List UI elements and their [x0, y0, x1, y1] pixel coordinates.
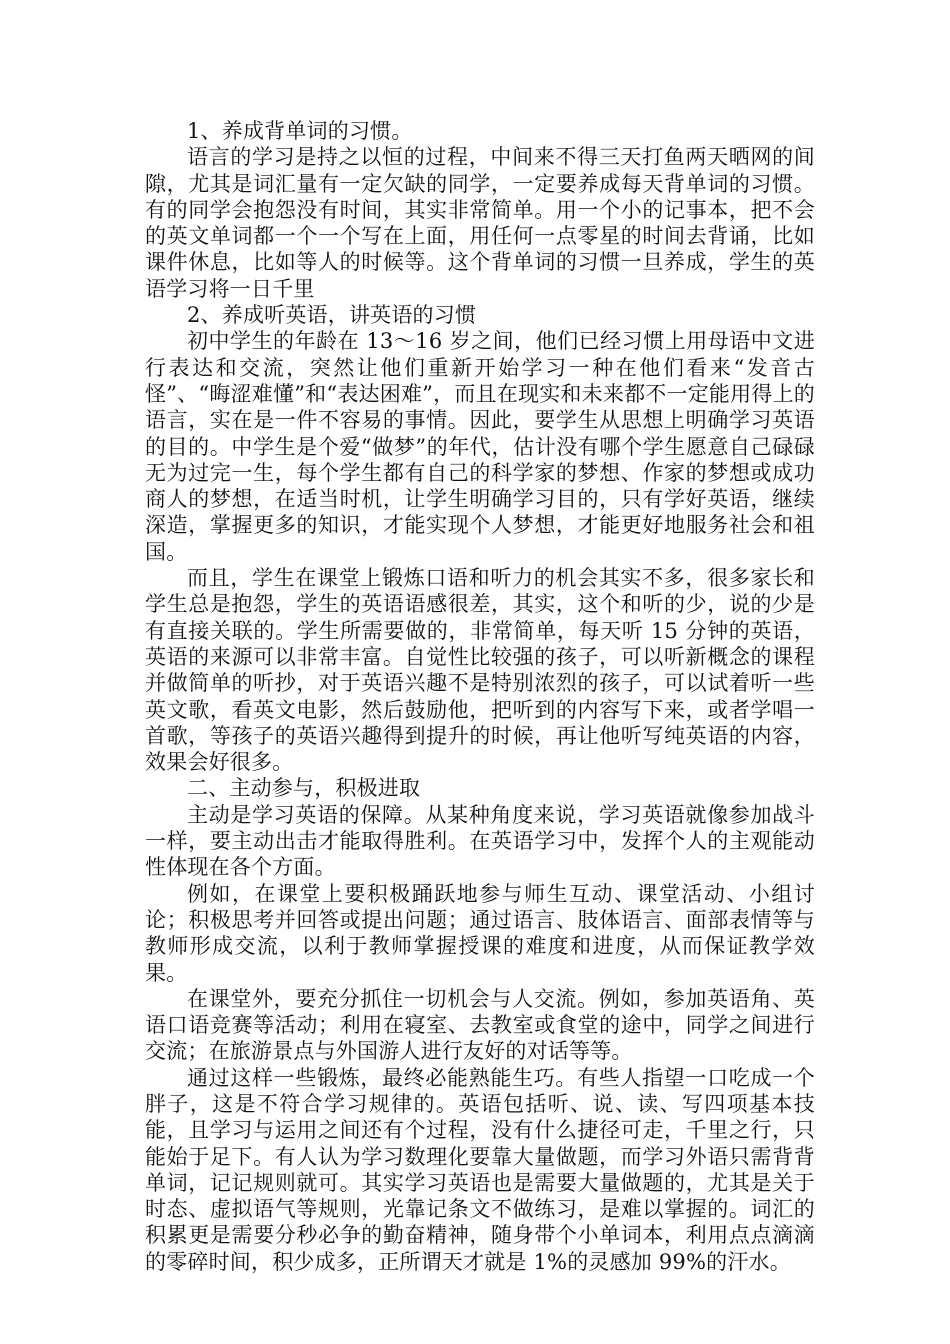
paragraph-outside-classroom: 在课堂外，要充分抓住一切机会与人交流。例如，参加英语角、英语口语竞赛等活动；利用在寝室、去教室或食堂的途中，同学之间进行交流；在旅游景点与外国游人进行友好的对话等等。 — [145, 986, 815, 1064]
paragraph-practice-makes-perfect: 通过这样一些锻炼，最终必能熟能生巧。有些人指望一口吃成一个胖子，这是不符合学习规律的。英语包括听、说、读、写四项基本技能，且学习与运用之间还有个过程，没有什么捷径可走，千里之行，只能始于足下。有人认为学习数理化要靠大量做题，而学习外语只需背背单词，记记规则就可。其实学习英语也是需要大量做题的，尤其是关于时态、虚拟语气等规则，光靠记条文不做练习，是难以掌握的。词汇的积累更是需要分秒必争的勤奋精神，随身带个小单词本，利用点点滴滴的零碎时间，积少成多，正所谓天才就是 1%的灵感加 99%的汗水。 — [145, 1065, 815, 1274]
document-body — [145, 118, 815, 1275]
paragraph-vocabulary-habit: 语言的学习是持之以恒的过程，中间来不得三天打鱼两天晒网的间隙，尤其是词汇量有一定欠缺的同学，一定要养成每天背单词的习惯。有的同学会抱怨没有时间，其实非常简单。用一个小的记事本，把不会的英文单词都一个一个写在上面，用任何一点零星的时间去背诵，比如课件休息，比如等人的时候等。这个背单词的习惯一旦养成，学生的英语学习将一日千里 — [145, 145, 815, 301]
section-heading-active-participation: 二、主动参与，积极进取 — [187, 776, 421, 801]
paragraph-classroom-example: 例如，在课堂上要积极踊跃地参与师生互动、课堂活动、小组讨论；积极思考并回答或提出问题；通过语言、肢体语言、面部表情等与教师形成交流，以利于教师掌握授课的难度和进度，从而保证教学效果。 — [145, 881, 815, 985]
section-heading-listening-speaking-habit: 2、养成听英语，讲英语的习惯 — [187, 303, 477, 328]
paragraph-initiative: 主动是学习英语的保障。从某种角度来说，学习英语就像参加战斗一样，要主动出击才能取得胜利。在英语学习中，发挥个人的主观能动性体现在各个方面。 — [145, 802, 815, 880]
section-heading-vocabulary-habit: 1、养成背单词的习惯。 — [187, 119, 413, 143]
paragraph-learning-purpose: 初中学生的年龄在 13～16 岁之间，他们已经习惯上用母语中文进行表达和交流，突然让他们重新开始学习一种在他们看来“发音古怪”、“晦涩难懂”和“表达困难”，而且在现实和未来都不一定能用得上的语言，实在是一件不容易的事情。因此，要学生从思想上明确学习英语的目的。中学生是个爱“做梦”的年代，估计没有哪个学生愿意自己碌碌无为过完一生，每个学生都有自己的科学家的梦想、作家的梦想或成功商人的梦想，在适当时机，让学生明确学习目的，只有学好英语，继续深造，掌握更多的知识，才能实现个人梦想，才能更好地服务社会和祖国。 — [145, 329, 815, 564]
paragraph-listening-practice: 而且，学生在课堂上锻炼口语和听力的机会其实不多，很多家长和学生总是抱怨，学生的英语语感很差，其实，这个和听的少，说的少是有直接关联的。学生所需要做的，非常简单，每天听 15 分钟的英语，英语的来源可以非常丰富。自觉性比较强的孩子，可以听新概念的课程并做简单的听抄，对于英语兴趣不是特别浓烈的孩子，可以试着听一些英文歌，看英文电影，然后鼓励他，把听到的内容写下来，或者学唱一首歌，等孩子的英语兴趣得到提升的时候，再让他听写纯英语的内容，效果会好很多。 — [145, 566, 815, 775]
